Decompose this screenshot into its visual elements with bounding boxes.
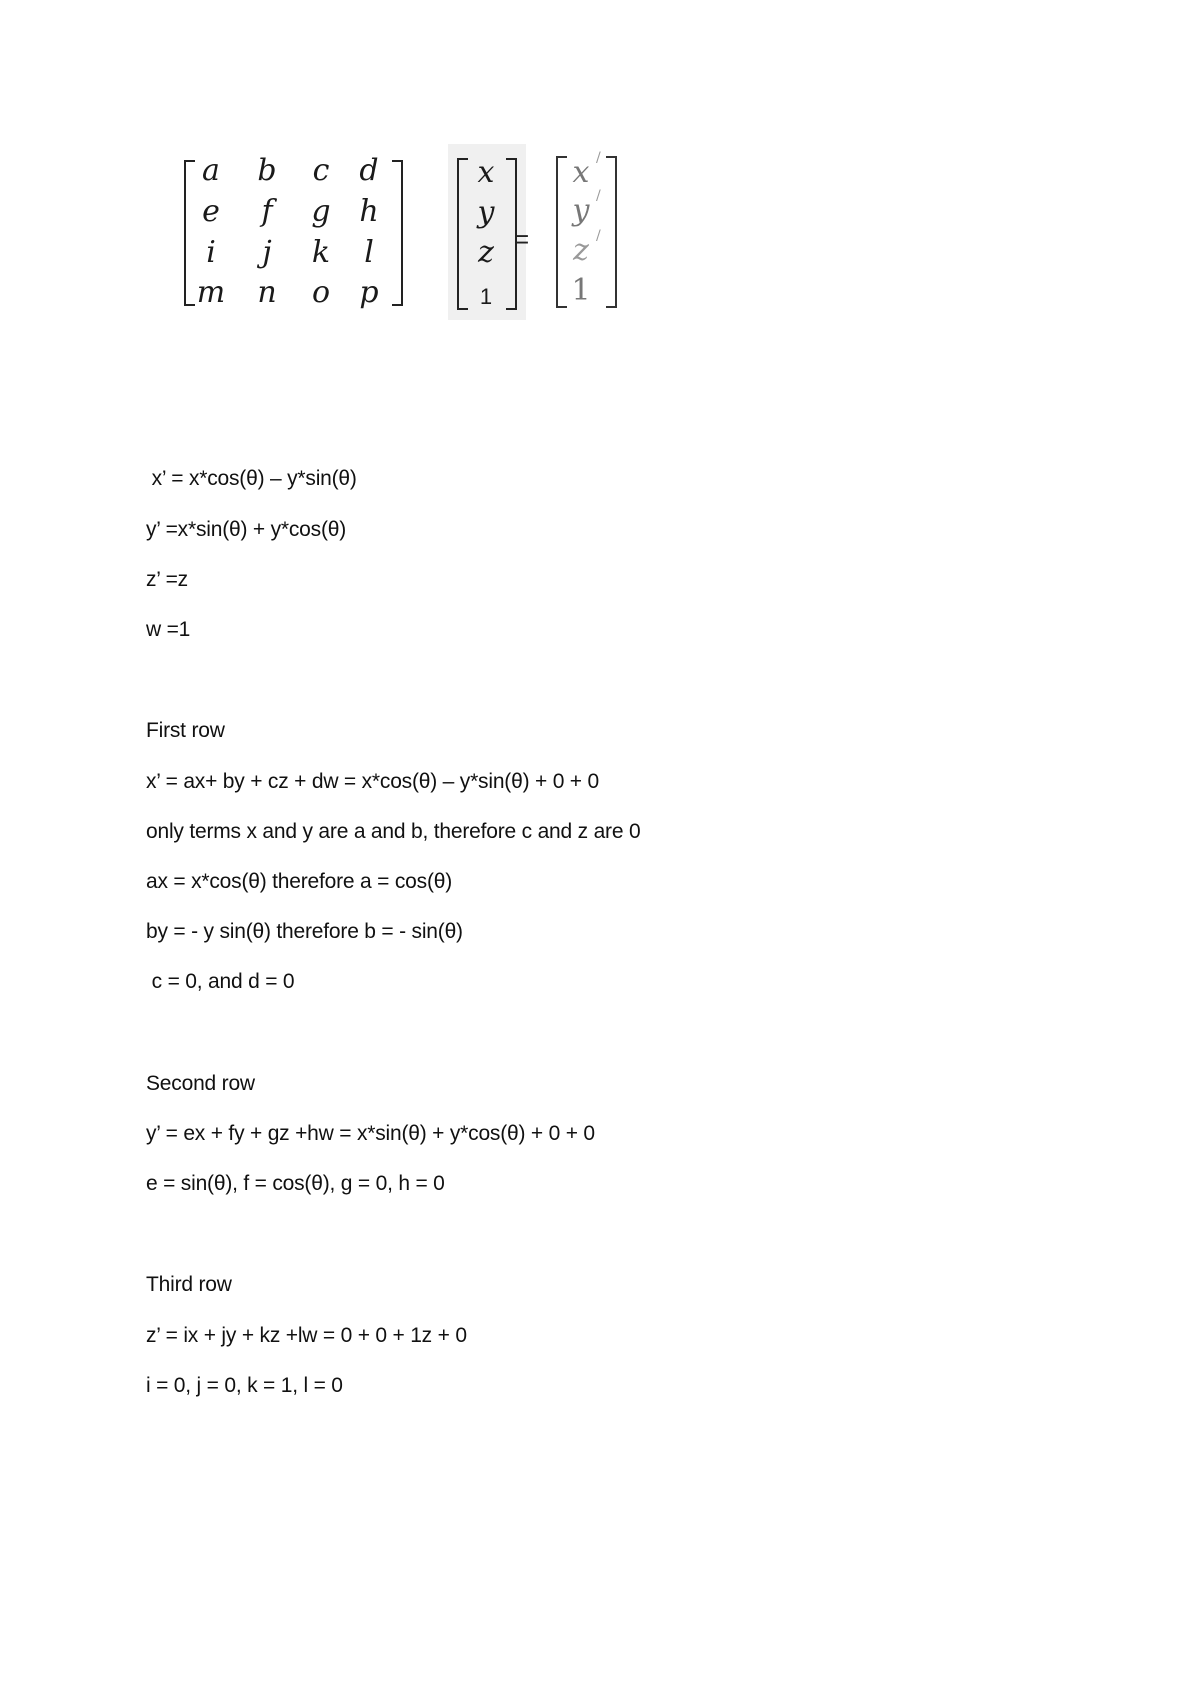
- matrix-cell: o: [311, 275, 331, 310]
- output-vector-entry: y: [572, 193, 590, 228]
- output-prime-mark: /: [596, 188, 601, 204]
- rotation-eq-y: y’ =x*sin(θ) + y*cos(θ): [146, 518, 347, 541]
- matrix-cell: h: [359, 194, 379, 229]
- third-row-values: i = 0, j = 0, k = 1, l = 0: [146, 1374, 343, 1397]
- matrix-cell: d: [359, 153, 379, 188]
- matrix-cell: f: [261, 194, 273, 229]
- input-vector-entry: 1: [479, 284, 493, 309]
- first-row-note: only terms x and y are a and b, therefore c and z are 0: [146, 820, 641, 843]
- section-heading-first-row: First row: [146, 719, 225, 742]
- first-row-equation: x’ = ax+ by + cz + dw = x*cos(θ) – y*sin(θ) + 0 + 0: [146, 770, 599, 793]
- rotation-eq-z: z’ =z: [146, 568, 188, 591]
- first-row-b: by = - y sin(θ) therefore b = - sin(θ): [146, 920, 463, 943]
- equals-sign: =: [514, 224, 530, 254]
- input-vector-entry: z: [478, 235, 494, 270]
- matrix-cell: n: [257, 275, 277, 310]
- input-vector-entry: x: [477, 155, 495, 190]
- second-row-values: e = sin(θ), f = cos(θ), g = 0, h = 0: [146, 1172, 445, 1195]
- input-vector-left-bracket: [457, 158, 468, 310]
- output-prime-mark: /: [596, 150, 601, 166]
- first-row-cd: c = 0, and d = 0: [146, 970, 295, 993]
- matrix-cell: p: [359, 275, 379, 310]
- section-heading-second-row: Second row: [146, 1072, 255, 1095]
- matrix-cell: a: [202, 153, 220, 188]
- matrix-cell: c: [312, 153, 330, 188]
- matrix-cell: i: [206, 235, 216, 270]
- matrix-cell: m: [196, 275, 226, 310]
- output-vector-right-bracket: [606, 156, 617, 308]
- matrix-cell: l: [364, 235, 374, 270]
- matrix-cell: k: [311, 235, 331, 270]
- input-vector-entry: y: [477, 195, 495, 230]
- section-heading-third-row: Third row: [146, 1273, 232, 1296]
- rotation-eq-x: x’ = x*cos(θ) – y*sin(θ): [146, 467, 357, 490]
- matrix-cell: j: [262, 235, 272, 270]
- third-row-equation: z’ = ix + jy + kz +lw = 0 + 0 + 1z + 0: [146, 1324, 467, 1347]
- matrix-cell: b: [257, 153, 277, 188]
- matrix-cell: g: [311, 194, 331, 229]
- matrix-equation-figure: [178, 140, 638, 325]
- output-vector-entry: z: [573, 233, 589, 268]
- output-vector-entry: x: [572, 155, 590, 190]
- output-vector-entry: 1: [571, 273, 591, 308]
- second-row-equation: y’ = ex + fy + gz +hw = x*sin(θ) + y*cos(θ) + 0 + 0: [146, 1122, 595, 1145]
- output-prime-mark: /: [596, 228, 601, 244]
- rotation-eq-w: w =1: [146, 618, 191, 641]
- matrix-cell: e: [202, 194, 220, 229]
- matrix-right-bracket: [392, 160, 403, 306]
- first-row-a: ax = x*cos(θ) therefore a = cos(θ): [146, 870, 453, 893]
